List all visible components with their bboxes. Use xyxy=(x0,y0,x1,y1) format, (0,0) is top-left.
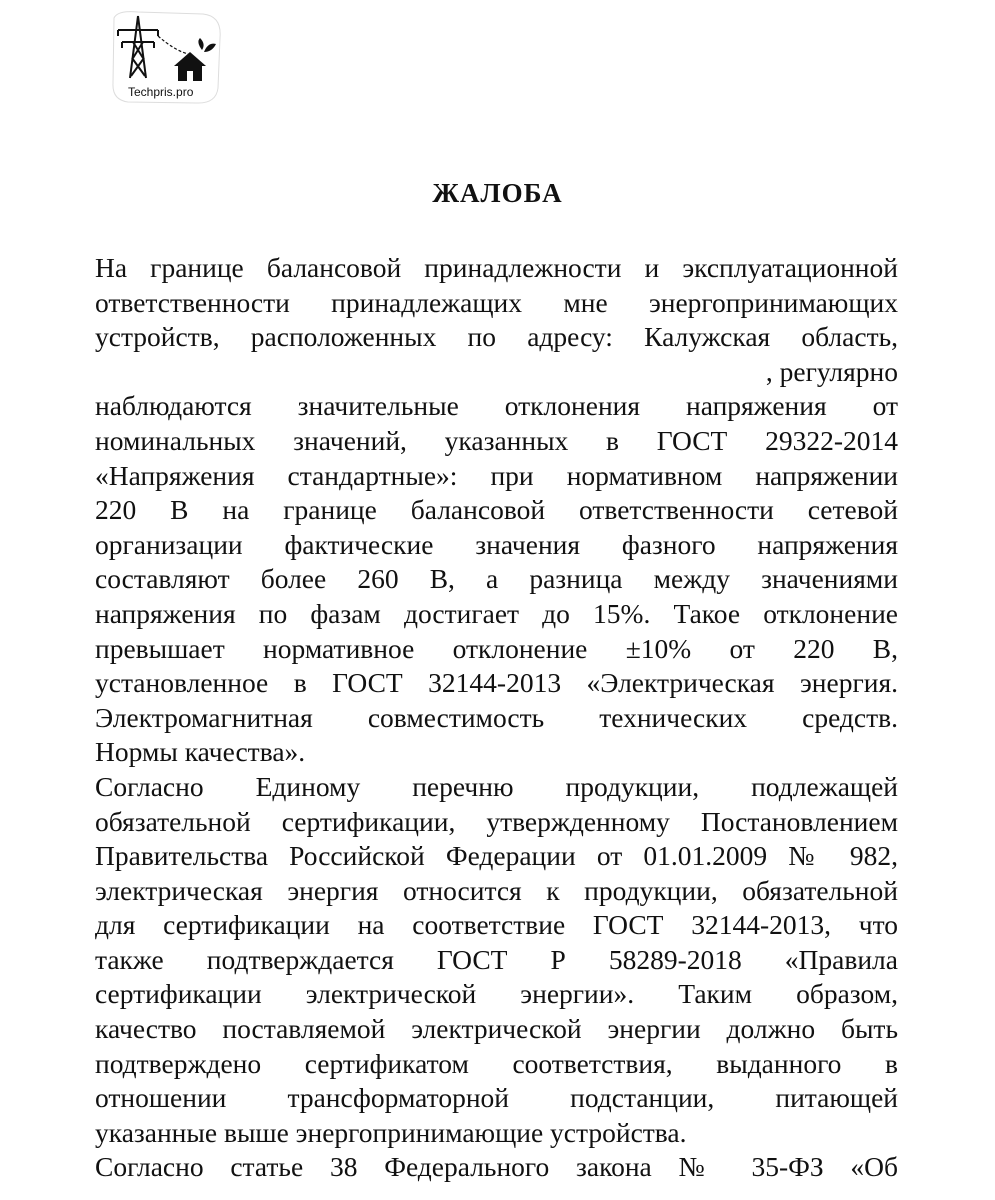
text-line: подтверждено сертификатом соответствия, выданного в xyxy=(95,1047,898,1079)
text-line: организации фактические значения фазного напряжения xyxy=(95,528,898,560)
document-body xyxy=(95,251,898,1185)
text-line: наблюдаются значительные отклонения напряжения от xyxy=(95,390,898,422)
text-line: сертификации электрической энергии». Таким образом, xyxy=(95,978,898,1010)
text-line: составляют более 260 В, а разница между значениями xyxy=(95,563,898,595)
paragraph-1 xyxy=(95,251,898,770)
text-line: напряжения по фазам достигает до 15%. Такое отклонение xyxy=(95,597,898,629)
logo-text: Techpris.pro xyxy=(128,85,194,99)
text-line: , регулярно xyxy=(765,355,898,387)
text-line: установленное в ГОСТ 32144-2013 «Электрическая энергия. xyxy=(95,667,898,699)
text-line: номинальных значений, указанных в ГОСТ 29322-2014 xyxy=(95,424,898,456)
text-line: На границе балансовой принадлежности и эксплуатационной xyxy=(95,252,898,283)
text-line: Электромагнитная совместимость технических средств. xyxy=(95,701,898,733)
text-line: электрическая энергия относится к продукции, обязательной xyxy=(95,874,898,906)
text-line: 220 В на границе балансовой ответственности сетевой xyxy=(95,494,898,526)
text-line: Согласно статье 38 Федерального закона № 35-ФЗ «Об xyxy=(95,1151,898,1183)
text-line: Нормы качества». xyxy=(95,736,306,768)
text-line: превышает нормативное отклонение ±10% от 220 В, xyxy=(95,632,898,664)
paragraph-3 xyxy=(95,1150,898,1185)
text-line: также подтверждается ГОСТ Р 58289-2018 «Правила xyxy=(95,943,898,975)
text-line: отношении трансформаторной подстанции, питающей xyxy=(95,1082,898,1114)
text-line: ответственности принадлежащих мне энергопринимающих xyxy=(95,286,898,318)
text-line: указанные выше энергопринимающие устройства. xyxy=(95,1116,687,1148)
text-line: обязательной сертификации, утвержденному Постановлением xyxy=(95,805,898,837)
redacted-address-line xyxy=(95,355,898,390)
text-line: «Напряжения стандартные»: при нормативном напряжении xyxy=(95,459,898,491)
text-line: Согласно Единому перечню продукции, подлежащей xyxy=(95,770,898,802)
text-line: устройств, расположенных по адресу: Калужская область, xyxy=(95,321,898,353)
text-line: Правительства Российской Федерации от 01.01.2009 № 982, xyxy=(95,840,898,872)
text-line: качество поставляемой электрической энергии должно быть xyxy=(95,1013,898,1045)
document-title: ЖАЛОБА xyxy=(432,178,563,208)
paragraph-2 xyxy=(95,770,898,1151)
techpris-logo xyxy=(108,8,224,108)
text-line: для сертификации на соответствие ГОСТ 32144-2013, что xyxy=(95,909,898,941)
